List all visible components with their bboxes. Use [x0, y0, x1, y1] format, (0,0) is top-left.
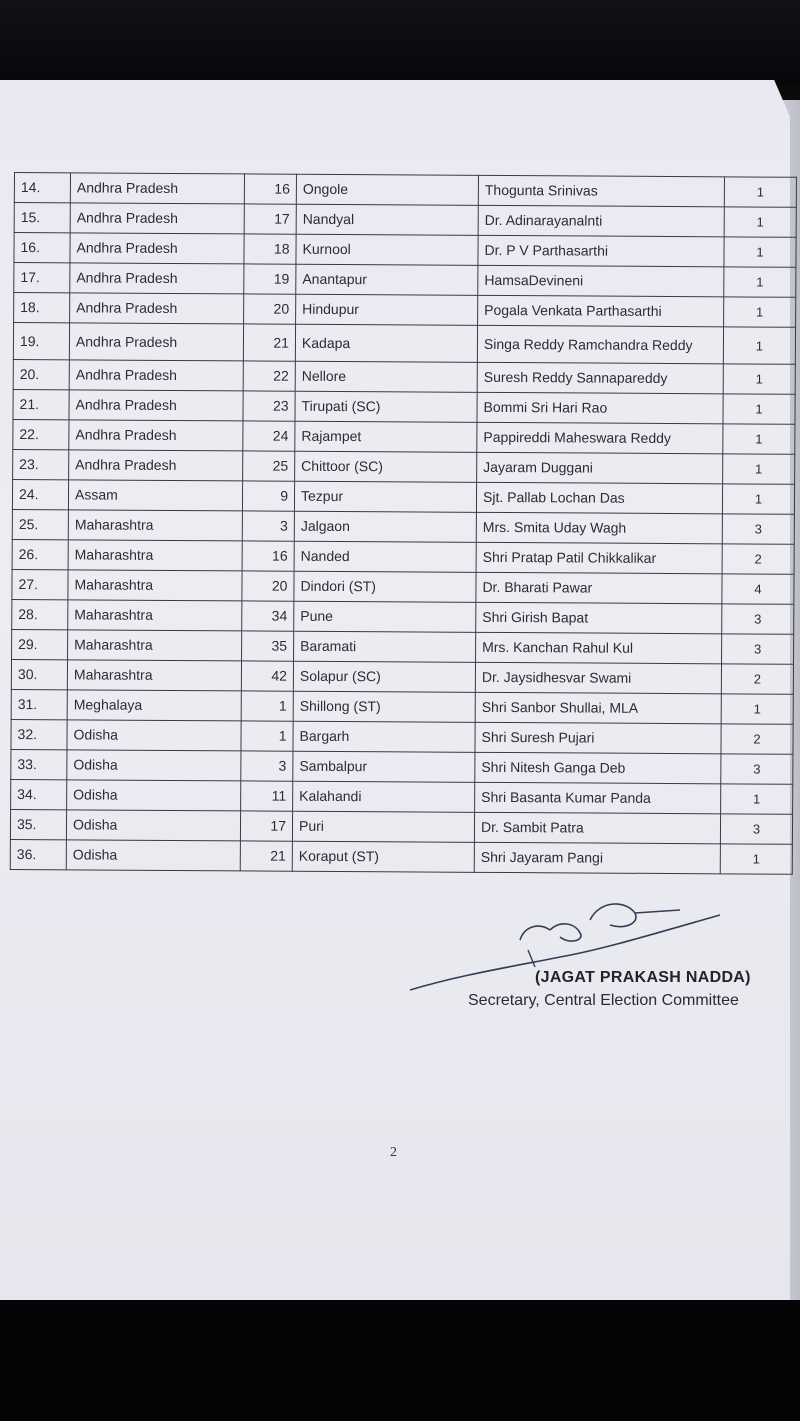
count-cell: 3 [720, 814, 792, 844]
state-cell: Andhra Pradesh [70, 203, 244, 234]
table-row [14, 263, 796, 298]
signature-block [400, 895, 780, 1025]
count-cell: 1 [724, 207, 796, 237]
table-row [12, 629, 794, 664]
state-cell: Andhra Pradesh [69, 420, 243, 451]
table-row [14, 173, 796, 208]
constituency-cell: Bargarh [293, 721, 475, 752]
background-top [0, 0, 800, 85]
constituency-number-cell: 11 [241, 781, 293, 811]
state-cell: Andhra Pradesh [69, 323, 243, 361]
constituency-number-cell: 42 [241, 661, 293, 691]
state-cell: Odisha [67, 720, 241, 751]
constituency-number-cell: 35 [242, 631, 294, 661]
constituency-cell: Kadapa [295, 324, 477, 362]
candidate-name-cell: Dr. Adinarayanalnti [478, 205, 724, 237]
constituency-cell: Nandyal [296, 204, 478, 235]
table-row [11, 689, 793, 724]
table-row [12, 509, 794, 544]
candidate-name-cell: Dr. Jaysidhesvar Swami [475, 662, 721, 694]
constituency-cell: Tirupati (SC) [295, 391, 477, 422]
candidate-name-cell: Pogala Venkata Parthasarthi [478, 295, 724, 327]
constituency-cell: Nellore [295, 361, 477, 392]
candidate-name-cell: Shri Girish Bapat [476, 602, 722, 634]
constituency-cell: Anantapur [296, 264, 478, 295]
serial-number-cell: 34. [11, 779, 67, 809]
constituency-cell: Sambalpur [293, 751, 475, 782]
candidate-name-cell: Mrs. Kanchan Rahul Kul [476, 632, 722, 664]
serial-number-cell: 25. [12, 509, 68, 539]
constituency-cell: Ongole [296, 174, 478, 205]
constituency-cell: Dindori (ST) [294, 571, 476, 602]
candidate-name-cell: Shri Sanbor Shullai, MLA [475, 692, 721, 724]
table-row [13, 389, 795, 424]
candidate-table-wrapper [10, 172, 796, 875]
serial-number-cell: 18. [14, 293, 70, 323]
candidate-name-cell: Mrs. Smita Uday Wagh [476, 512, 722, 544]
constituency-cell: Baramati [294, 631, 476, 662]
serial-number-cell: 30. [11, 659, 67, 689]
constituency-number-cell: 23 [243, 391, 295, 421]
constituency-number-cell: 16 [242, 541, 294, 571]
constituency-number-cell: 16 [244, 174, 296, 204]
state-cell: Andhra Pradesh [69, 360, 243, 391]
count-cell: 1 [723, 394, 795, 424]
serial-number-cell: 23. [13, 449, 69, 479]
candidate-name-cell: Shri Basanta Kumar Panda [475, 782, 721, 814]
constituency-cell: Tezpur [294, 481, 476, 512]
candidate-name-cell: Suresh Reddy Sannapareddy [477, 362, 723, 394]
candidate-name-cell: Dr. Sambit Patra [474, 812, 720, 844]
table-row [14, 233, 796, 268]
candidate-name-cell: Singa Reddy Ramchandra Reddy [477, 325, 723, 364]
count-cell: 3 [722, 634, 794, 664]
state-cell: Odisha [66, 810, 240, 841]
candidate-name-cell: Pappireddi Maheswara Reddy [477, 422, 723, 454]
constituency-cell: Nanded [294, 541, 476, 572]
candidate-name-cell: Shri Pratap Patil Chikkalikar [476, 542, 722, 574]
table-row [14, 293, 796, 328]
table-row [11, 659, 793, 694]
page-number: 2 [390, 1145, 397, 1160]
table-row [11, 779, 793, 814]
serial-number-cell: 22. [13, 419, 69, 449]
constituency-number-cell: 22 [243, 361, 295, 391]
constituency-cell: Hindupur [296, 294, 478, 325]
state-cell: Maharashtra [68, 510, 242, 541]
serial-number-cell: 27. [12, 569, 68, 599]
background-bottom [0, 1300, 800, 1421]
constituency-number-cell: 20 [244, 294, 296, 324]
candidate-name-cell: Sjt. Pallab Lochan Das [476, 482, 722, 514]
constituency-cell: Puri [292, 811, 474, 842]
candidate-name-cell: Shri Nitesh Ganga Deb [475, 752, 721, 784]
signer-title: Secretary, Central Election Committee [468, 992, 739, 1009]
count-cell: 2 [722, 544, 794, 574]
constituency-number-cell: 17 [240, 811, 292, 841]
table-row [11, 719, 793, 754]
state-cell: Maharashtra [68, 540, 242, 571]
count-cell: 2 [721, 664, 793, 694]
count-cell: 1 [720, 844, 792, 874]
state-cell: Maharashtra [68, 630, 242, 661]
count-cell: 1 [723, 364, 795, 394]
serial-number-cell: 36. [10, 839, 66, 869]
constituency-cell: Kurnool [296, 234, 478, 265]
state-cell: Andhra Pradesh [70, 173, 244, 204]
constituency-number-cell: 3 [241, 751, 293, 781]
state-cell: Maharashtra [68, 570, 242, 601]
constituency-number-cell: 24 [243, 421, 295, 451]
serial-number-cell: 29. [12, 629, 68, 659]
candidate-name-cell: Shri Jayaram Pangi [474, 842, 720, 874]
constituency-number-cell: 21 [243, 324, 295, 361]
constituency-number-cell: 1 [241, 691, 293, 721]
state-cell: Andhra Pradesh [69, 390, 243, 421]
table-row [12, 599, 794, 634]
candidate-name-cell: Jayaram Duggani [477, 452, 723, 484]
table-row [13, 323, 795, 365]
candidate-name-cell: Thogunta Srinivas [478, 175, 724, 207]
count-cell: 1 [723, 424, 795, 454]
table-row [11, 749, 793, 784]
count-cell: 1 [724, 267, 796, 297]
serial-number-cell: 16. [14, 233, 70, 263]
table-row [14, 203, 796, 238]
serial-number-cell: 28. [12, 599, 68, 629]
state-cell: Odisha [66, 840, 240, 871]
count-cell: 2 [721, 724, 793, 754]
constituency-cell: Kalahandi [293, 781, 475, 812]
candidate-name-cell: HamsaDevineni [478, 265, 724, 297]
constituency-cell: Shillong (ST) [293, 691, 475, 722]
state-cell: Assam [68, 480, 242, 511]
serial-number-cell: 33. [11, 749, 67, 779]
constituency-number-cell: 1 [241, 721, 293, 751]
constituency-cell: Pune [294, 601, 476, 632]
count-cell: 1 [721, 784, 793, 814]
serial-number-cell: 35. [10, 809, 66, 839]
count-cell: 1 [723, 327, 795, 364]
table-row [10, 839, 792, 874]
constituency-number-cell: 25 [243, 451, 295, 481]
count-cell: 4 [722, 574, 794, 604]
serial-number-cell: 32. [11, 719, 67, 749]
table-row [12, 479, 794, 514]
candidate-table-body [10, 173, 796, 875]
serial-number-cell: 31. [11, 689, 67, 719]
constituency-cell: Jalgaon [294, 511, 476, 542]
constituency-cell: Rajampet [295, 421, 477, 452]
state-cell: Maharashtra [68, 600, 242, 631]
count-cell: 3 [722, 604, 794, 634]
state-cell: Andhra Pradesh [70, 263, 244, 294]
constituency-number-cell: 21 [240, 841, 292, 871]
constituency-number-cell: 19 [244, 264, 296, 294]
table-row [12, 539, 794, 574]
constituency-number-cell: 34 [242, 601, 294, 631]
table-row [13, 449, 795, 484]
serial-number-cell: 21. [13, 389, 69, 419]
table-row [12, 569, 794, 604]
state-cell: Andhra Pradesh [70, 233, 244, 264]
candidate-name-cell: Dr. P V Parthasarthi [478, 235, 724, 267]
count-cell: 1 [723, 454, 795, 484]
count-cell: 1 [724, 237, 796, 267]
constituency-number-cell: 18 [244, 234, 296, 264]
constituency-cell: Koraput (ST) [292, 841, 474, 872]
count-cell: 3 [722, 514, 794, 544]
serial-number-cell: 20. [13, 359, 69, 389]
serial-number-cell: 19. [13, 323, 69, 360]
serial-number-cell: 26. [12, 539, 68, 569]
candidate-name-cell: Bommi Sri Hari Rao [477, 392, 723, 424]
constituency-cell: Solapur (SC) [293, 661, 475, 692]
count-cell: 1 [721, 694, 793, 724]
constituency-number-cell: 20 [242, 571, 294, 601]
count-cell: 3 [721, 754, 793, 784]
constituency-number-cell: 9 [242, 481, 294, 511]
constituency-number-cell: 3 [242, 511, 294, 541]
state-cell: Andhra Pradesh [69, 450, 243, 481]
signer-name: (JAGAT PRAKASH NADDA) [535, 969, 751, 986]
candidate-name-cell: Shri Suresh Pujari [475, 722, 721, 754]
state-cell: Odisha [67, 780, 241, 811]
serial-number-cell: 17. [14, 263, 70, 293]
state-cell: Maharashtra [67, 660, 241, 691]
constituency-number-cell: 17 [244, 204, 296, 234]
count-cell: 1 [722, 484, 794, 514]
state-cell: Odisha [67, 750, 241, 781]
count-cell: 1 [724, 177, 796, 207]
constituency-cell: Chittoor (SC) [295, 451, 477, 482]
candidate-name-cell: Dr. Bharati Pawar [476, 572, 722, 604]
count-cell: 1 [724, 297, 796, 327]
table-row [10, 809, 792, 844]
serial-number-cell: 24. [12, 479, 68, 509]
table-row [13, 419, 795, 454]
state-cell: Meghalaya [67, 690, 241, 721]
state-cell: Andhra Pradesh [70, 293, 244, 324]
table-row [13, 359, 795, 394]
candidate-table [10, 172, 797, 875]
serial-number-cell: 14. [14, 173, 70, 203]
serial-number-cell: 15. [14, 203, 70, 233]
